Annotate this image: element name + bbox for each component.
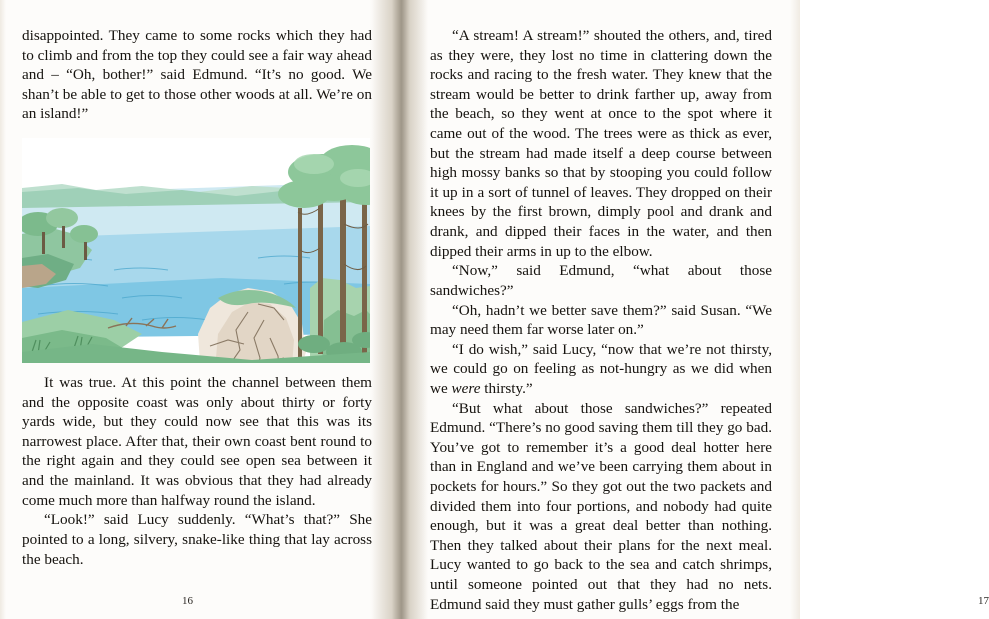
right-page-paragraph-4-italic <box>430 340 772 399</box>
left-page-paragraph-3: “Look!” said Lucy suddenly. “What’s that?” She pointed to a long, silvery, snake-like thing that lay across the beach. <box>22 511 372 568</box>
right-page-paragraph-1: “A stream! A stream!” shouted the others, and, tired as they were, they lost no time in clattering down the rocks and racing to the fresh water. They knew that the stream would be better to drink farther up, away from the beach, so they went at once to the spot where it came out of the wood. The trees were as thick as ever, but the stream had made itself a deep course between high mossy banks so that by stooping you could follow it up in a sort of tunnel of leaves. They dropped on their knees by the first brown, dimply pool and drank and drank, and dipped their faces in the water, and then dipped their arms in up to the elbow. <box>430 27 772 260</box>
page-number-right: 17 <box>978 595 989 607</box>
right-page-paragraph-3: “Oh, hadn’t we better save them?” said Susan. “We may need them far worse later on.” <box>430 301 772 339</box>
italic-paragraph-before: “I do wish,” said Lucy, “now that we’re not thirsty, we could go on feeling as not-hungry as we did when we <box>430 340 772 397</box>
italic-paragraph-after: thirsty.” <box>480 379 533 397</box>
italic-emphasis-were: were <box>451 379 481 397</box>
right-page <box>400 0 989 619</box>
island-coast-illustration <box>22 138 370 363</box>
page-number-left: 16 <box>182 595 193 607</box>
right-page-paragraph-5: “But what about those sandwiches?” repeated Edmund. “There’s no good saving them till they go bad. You’ve got to remember it’s a good deal hotter here than in England and we’ve been carrying them about in pockets for hours.” So they got out the two packets and divided them into four portions, and nobody had quite enough, but it was a great deal better than nothing. Then they talked about their plans for the next meal. Lucy wanted to go back to the sea and catch shrimps, until someone pointed out that they had no nets. Edmund said they must gather gulls’ eggs from the <box>430 399 772 613</box>
left-page-paragraph-1: disappointed. They came to some rocks which they had to climb and from the top they could see a fair way ahead and – “Oh, bother!” said Edmund. “It’s no good. We shan’t be able to get to those other woods at all. We’re on an island!” <box>22 27 372 123</box>
left-page <box>0 0 400 619</box>
left-page-paragraph-2: It was true. At this point the channel between them and the opposite coast was only about thirty or forty yards wide, but they could now see that this was its narrowest place. After that, their own coast bent round to the right again and they could see open sea between it and the mainland. It was obvious that they had already come much more than halfway round the island. <box>22 374 372 509</box>
right-page-paragraph-2: “Now,” said Edmund, “what about those sandwiches?” <box>430 262 772 299</box>
